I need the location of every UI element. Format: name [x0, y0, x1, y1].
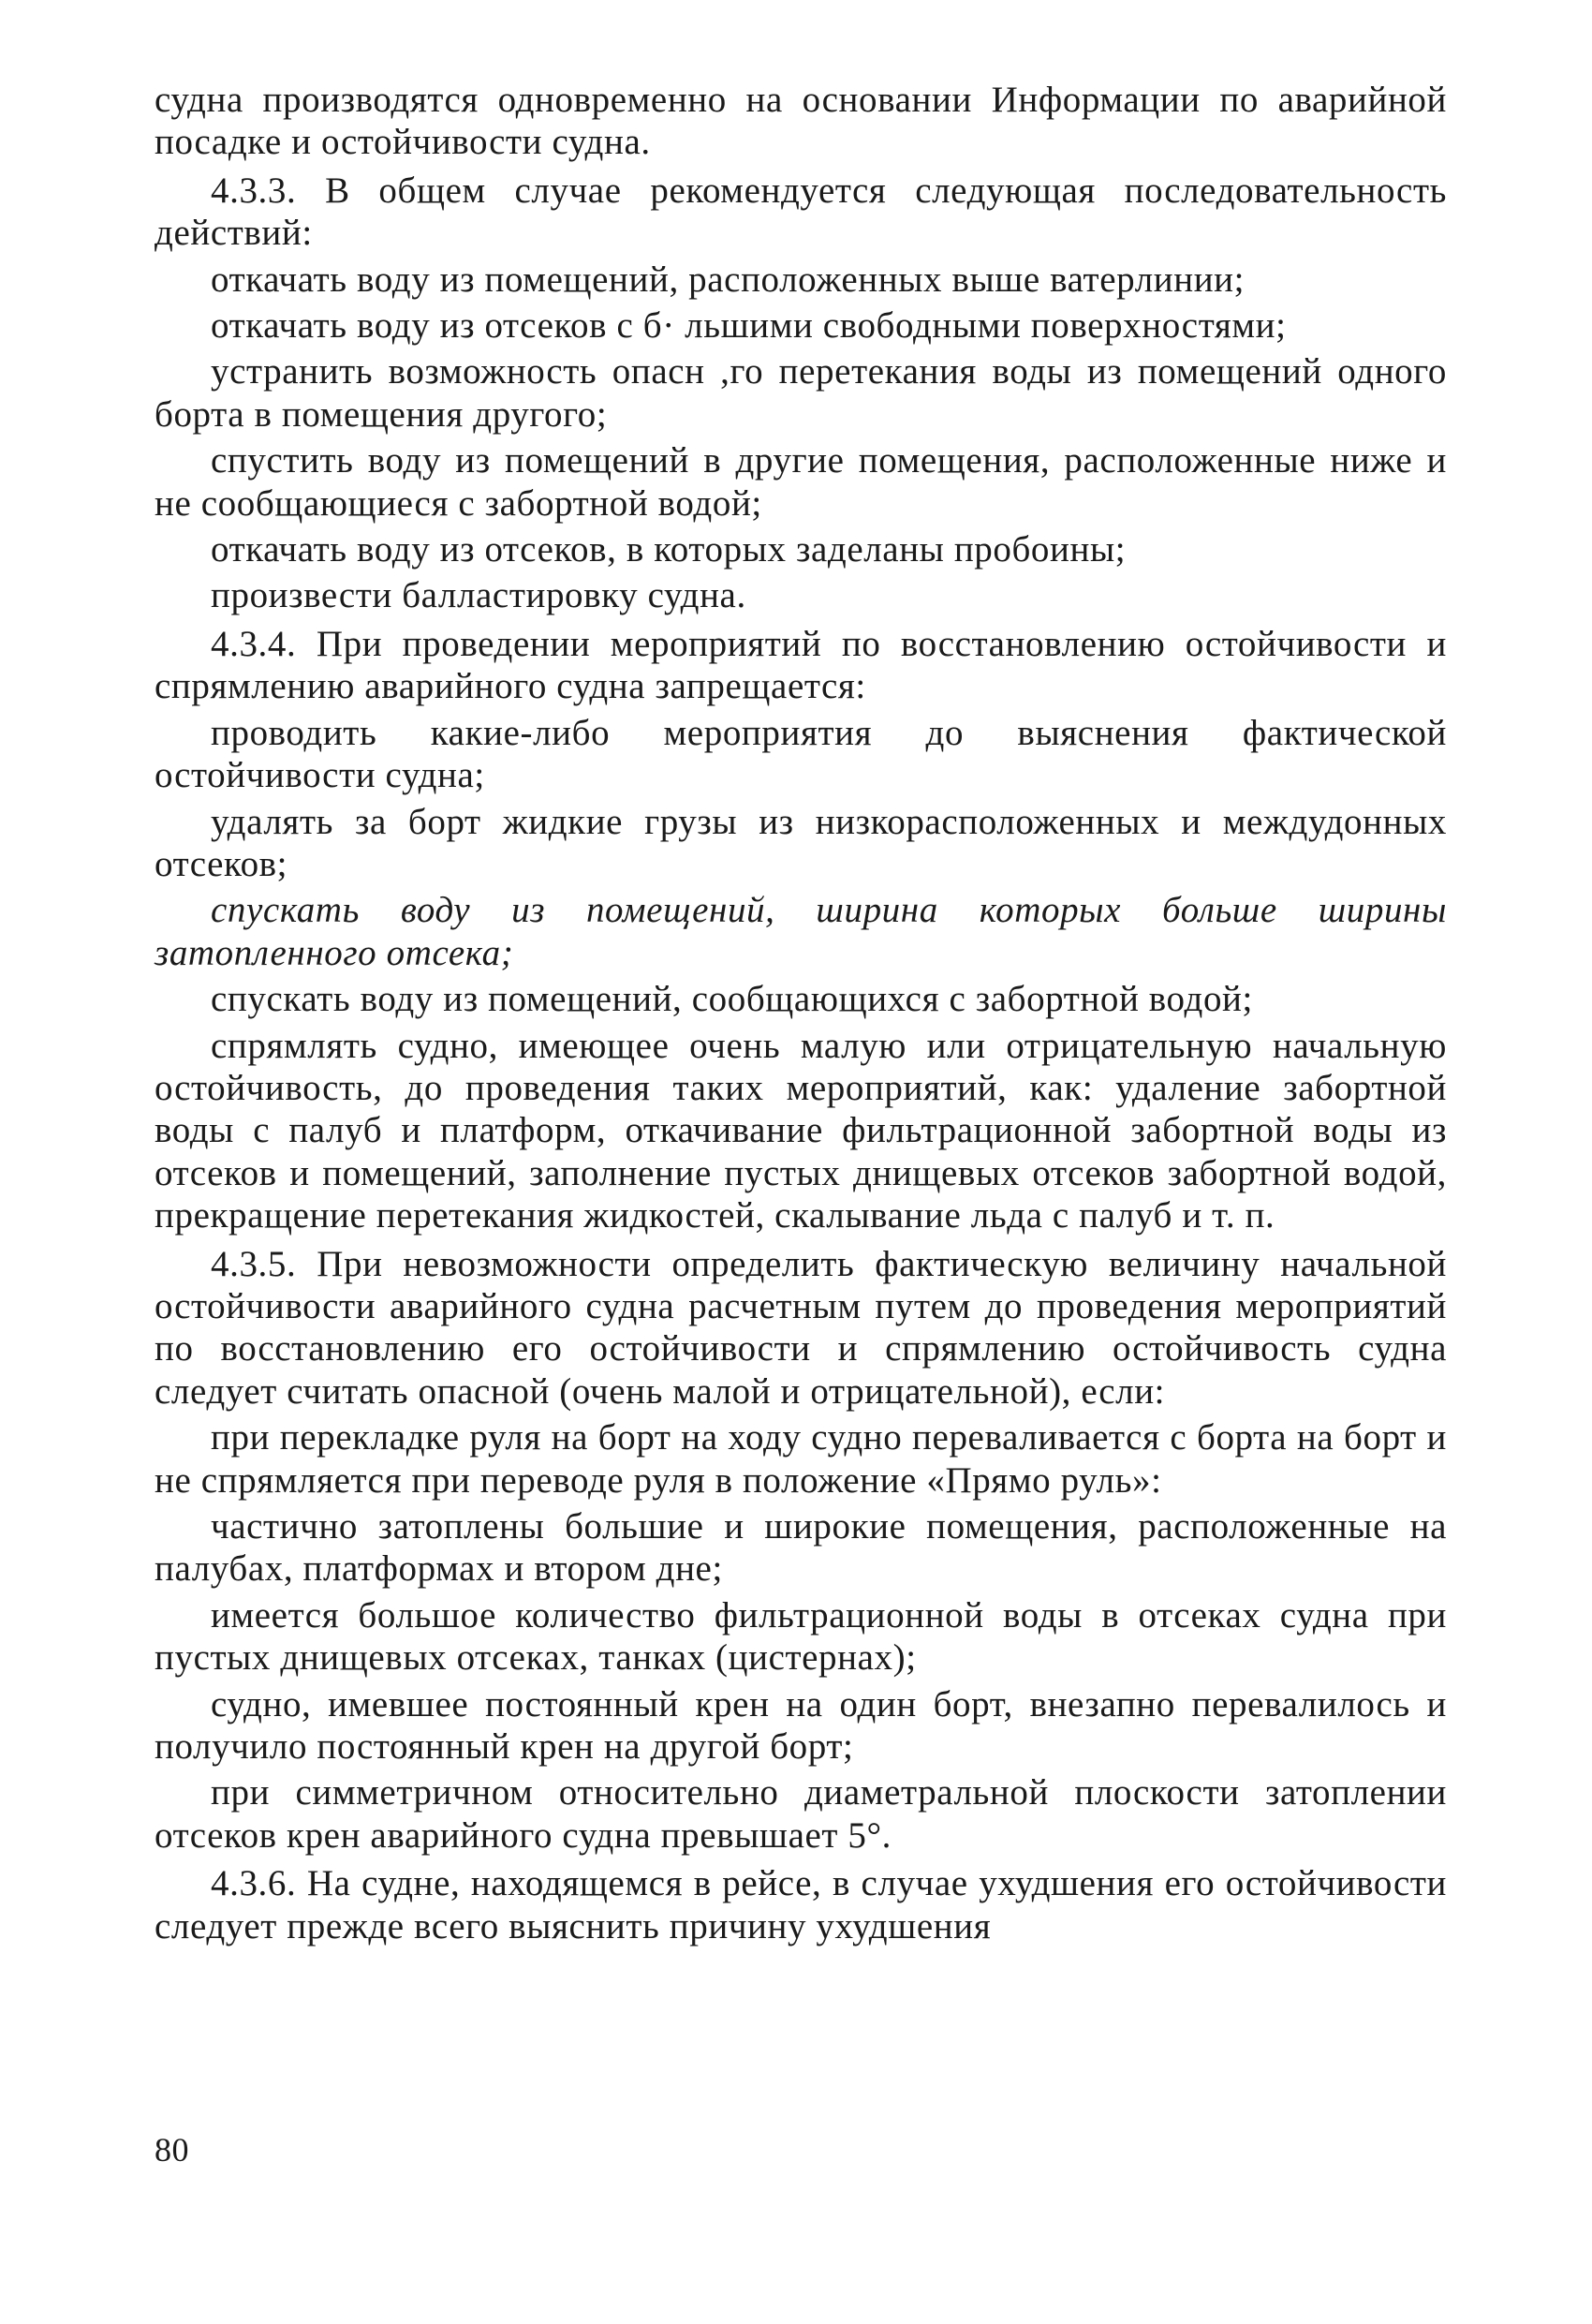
body-text — [155, 79, 1447, 1947]
list-item: частично затоплены большие и широкие помещения, расположенные на палубах, платформах и втором дне; — [155, 1506, 1447, 1590]
list-item: устранить возможность опасн ,го перетекания воды из помещений одного борта в помещения другого; — [155, 351, 1447, 435]
list-item: спускать воду из помещений, сообщающихся с забортной водой; — [211, 979, 1253, 1020]
paragraph-4-3-3: 4.3.3. В общем случае рекомендуется следующая последовательность действий: — [155, 170, 1447, 254]
paragraph-4-3-5: 4.3.5. При невозможности определить фактическую величину начальной остойчивости аварийного судна расчетным путем до проведения мероприятий по восстановлению его остойчивости и спрямлению остойчивость судна следует считать опасной (очень малой и отрицательной), если: — [155, 1243, 1447, 1412]
list-item: спустить воду из помещений в другие помещения, расположенные ниже и не сообщающиеся с забортной водой; — [155, 440, 1447, 524]
page-number: 80 — [155, 2131, 189, 2169]
list-item: откачать воду из отсеков с б· льшими свободными поверхностями; — [211, 305, 1287, 347]
list-item: судно, имевшее постоянный крен на один борт, внезапно перевалилось и получило постоянный крен на другой борт; — [155, 1683, 1447, 1768]
paragraph-4-3-4: 4.3.4. При проведении мероприятий по восстановлению остойчивости и спрямлению аварийного судна запрещается: — [155, 623, 1447, 707]
list-item: откачать воду из помещений, расположенных выше ватерлинии; — [211, 259, 1246, 300]
list-item: спускать воду из помещений, ширина которых больше ширины затопленного отсека; — [155, 890, 1447, 973]
list-item: имеется большое количество фильтрационной воды в отсеках судна при пустых днищевых отсеках, танках (цистернах); — [155, 1594, 1447, 1679]
paragraph-4-3-6: 4.3.6. На судне, находящемся в рейсе, в случае ухудшения его остойчивости следует прежде всего выяснить причину ухудшения — [155, 1863, 1447, 1947]
list-item: при симметричном относительно диаметральной плоскости затоплении отсеков крен аварийного судна превышает 5°. — [155, 1772, 1447, 1856]
list-item: при перекладке руля на борт на ходу судно переваливается с борта на борт и не спрямляется при переводе руля в положение «Прямо руль»: — [155, 1417, 1447, 1501]
list-item: проводить какие-либо мероприятия до выяснения фактической остойчивости судна; — [155, 712, 1447, 796]
list-item: откачать воду из отсеков, в которых заделаны пробоины; — [211, 529, 1127, 570]
list-item: спрямлять судно, имеющее очень малую или отрицательную начальную остойчивость, до проведения таких мероприятий, как: удаление забортной воды с палуб и платформ, откачивание фильтрационной забортной воды из отсеков и помещений, заполнение пустых днищевых отсеков забортной водой, прекращение перетекания жидкостей, скалывание льда с палуб и т. п. — [155, 1025, 1447, 1236]
paragraph-continuation: судна производятся одновременно на основании Информации по аварийной посадке и остойчивости судна. — [155, 80, 1447, 163]
list-item: удалять за борт жидкие грузы из низкорасположенных и междудонных отсеков; — [155, 801, 1447, 884]
list-item: произвести балластировку судна. — [211, 575, 746, 616]
